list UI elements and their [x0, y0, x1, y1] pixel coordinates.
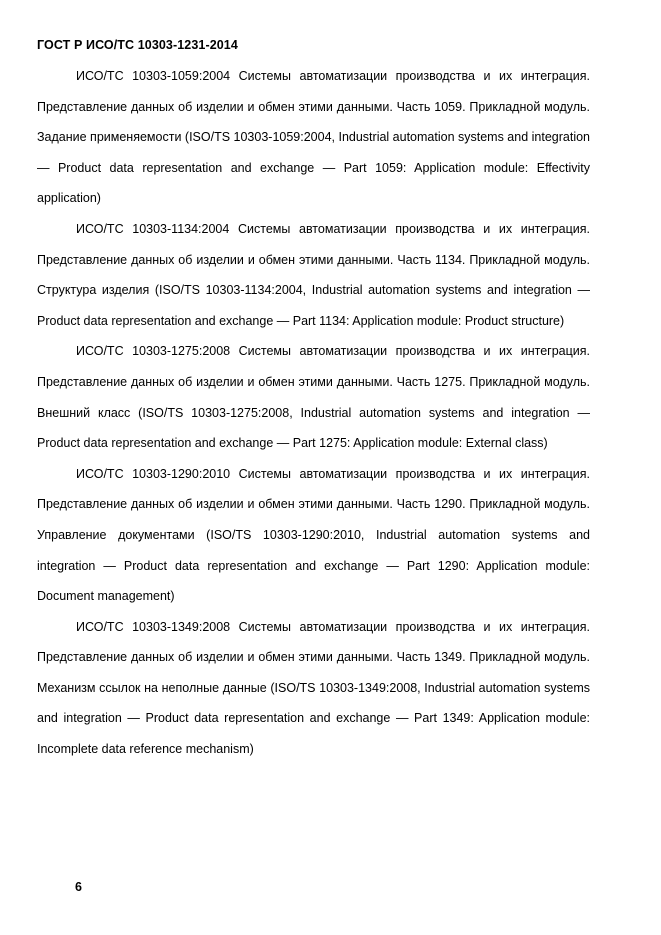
reference-entry [37, 459, 590, 612]
reference-text: ИСО/ТС 10303-1059:2004 Системы автоматизации производства и их интеграция. Представление данных об изделии и обмен этими данными. Часть 1059. Прикладной модуль. Задание применяемости (ISO/TS 10303-1059:2004, Industrial automation systems and integration — Product data representation and exchange — Part 1059: Application module: Effectivity application) [37, 69, 591, 206]
reference-entry [37, 612, 590, 765]
reference-text: ИСО/ТС 10303-1134:2004 Системы автоматизации производства и их интеграция. Представление данных об изделии и обмен этими данными. Часть 1134. Прикладной модуль. Структура изделия (ISO/TS 10303-1134:2004, Industrial automation systems and integration — Product data representation and exchange — Part 1134: Application module: Product structure) [37, 221, 590, 328]
reference-entry [37, 214, 590, 336]
reference-entry [37, 61, 590, 214]
reference-text: ИСО/ТС 10303-1349:2008 Системы автоматизации производства и их интеграция. Представление данных об изделии и обмен этими данными. Часть 1349. Прикладной модуль. Механизм ссылок на неполные данные (ISO/TS 10303-1349:2008, Industrial automation systems and integration — Product data representation and exchange — Part 1349: Application module: Incomplete data reference mechanism) [37, 619, 590, 757]
page-number: 6 [75, 880, 82, 894]
reference-entry [37, 336, 590, 458]
reference-list [37, 61, 590, 765]
document-header: ГОСТ Р ИСО/ТС 10303-1231-2014 [37, 38, 238, 52]
reference-text: ИСО/ТС 10303-1275:2008 Системы автоматизации производства и их интеграция. Представление данных об изделии и обмен этими данными. Часть 1275. Прикладной модуль. Внешний класс (ISO/TS 10303-1275:2008, Industrial automation systems and integration — Product data representation and exchange — Part 1275: Application module: External class) [37, 344, 590, 451]
reference-text: ИСО/ТС 10303-1290:2010 Системы автоматизации производства и их интеграция. Представление данных об изделии и обмен этими данными. Часть 1290. Прикладной модуль. Управление документами (ISO/TS 10303-1290:2010, Industrial automation systems and integration — Product data representation and exchange — Part 1290: Application module: Document management) [37, 466, 590, 604]
